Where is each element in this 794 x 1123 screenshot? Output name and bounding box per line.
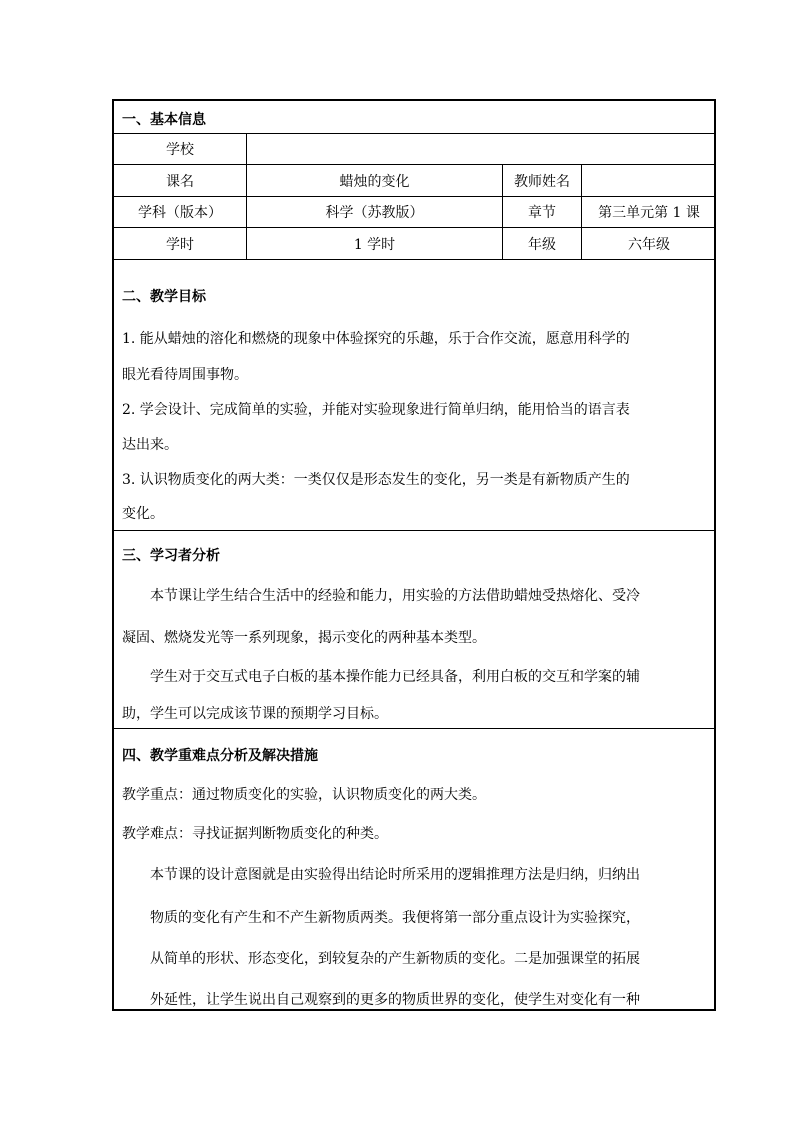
section1-title: 一、基本信息 [122, 112, 206, 128]
subject-value: 科学（苏教版） [325, 205, 424, 221]
section2-title: 二、教学目标 [122, 289, 206, 305]
difficulty-point: 教学难点：寻找证据判断物质变化的种类。 [122, 826, 388, 842]
grade-label: 年级 [528, 236, 556, 253]
section3 [114, 531, 714, 729]
info-row-subject [114, 197, 714, 228]
info-row-lesson [114, 165, 714, 197]
section3-title: 三、学习者分析 [122, 548, 220, 564]
section2 [114, 260, 714, 531]
school-label: 学校 [166, 142, 194, 158]
learner-line: 助，学生可以完成该节课的预期学习目标。 [122, 706, 388, 722]
info-row-school [114, 134, 714, 165]
objective-line: 眼光看待周围事物。 [122, 367, 248, 383]
teacher-value [582, 165, 716, 196]
section4 [114, 729, 714, 1011]
design-line: 本节课的设计意图就是由实验得出结论时所采用的逻辑推理方法是归纳，归纳出 [150, 867, 640, 883]
hours-value: 1 学时 [353, 236, 396, 253]
school-value [247, 134, 716, 164]
design-line: 物质的变化有产生和不产生新物质两类。我便将第一部分重点设计为实验探究， [150, 910, 640, 926]
objective-line: 2. 学会设计、完成简单的实验，并能对实验现象进行简单归纳，能用恰当的语言表 [122, 402, 630, 418]
objective-line: 3. 认识物质变化的两大类：一类仅仅是形态发生的变化，另一类是有新物质产生的 [122, 472, 630, 488]
grade-value: 六年级 [628, 236, 670, 253]
lesson-value: 蜡烛的变化 [339, 173, 410, 190]
hours-label: 学时 [166, 236, 194, 253]
objective-line: 达出来。 [122, 437, 178, 453]
section1-header [114, 101, 714, 134]
design-line: 从简单的形状、形态变化，到较复杂的产生新物质的变化。二是加强课堂的拓展 [150, 951, 640, 967]
chapter-label: 章节 [528, 205, 556, 221]
section4-title: 四、教学重难点分析及解决措施 [122, 748, 318, 764]
learner-line: 学生对于交互式电子白板的基本操作能力已经具备，利用白板的交互和学案的辅 [150, 669, 640, 685]
chapter-value: 第三单元第 1 课 [598, 205, 700, 221]
lesson-label: 课名 [166, 173, 194, 190]
key-point: 教学重点：通过物质变化的实验，认识物质变化的两大类。 [122, 787, 486, 803]
learner-line: 本节课让学生结合生活中的经验和能力，用实验的方法借助蜡烛受热熔化、受冷 [150, 588, 640, 604]
subject-label: 学科（版本） [138, 205, 222, 221]
objective-line: 变化。 [122, 506, 164, 522]
learner-line: 凝固、燃烧发光等一系列现象，揭示变化的两种基本类型。 [122, 630, 486, 646]
info-row-hours [114, 228, 714, 260]
teacher-label: 教师姓名 [514, 173, 570, 190]
lesson-plan-table [112, 99, 716, 1011]
objective-line: 1. 能从蜡烛的溶化和燃烧的现象中体验探究的乐趣，乐于合作交流，愿意用科学的 [122, 331, 630, 347]
design-line: 外延性，让学生说出自己观察到的更多的物质世界的变化，使学生对变化有一种 [150, 992, 640, 1008]
